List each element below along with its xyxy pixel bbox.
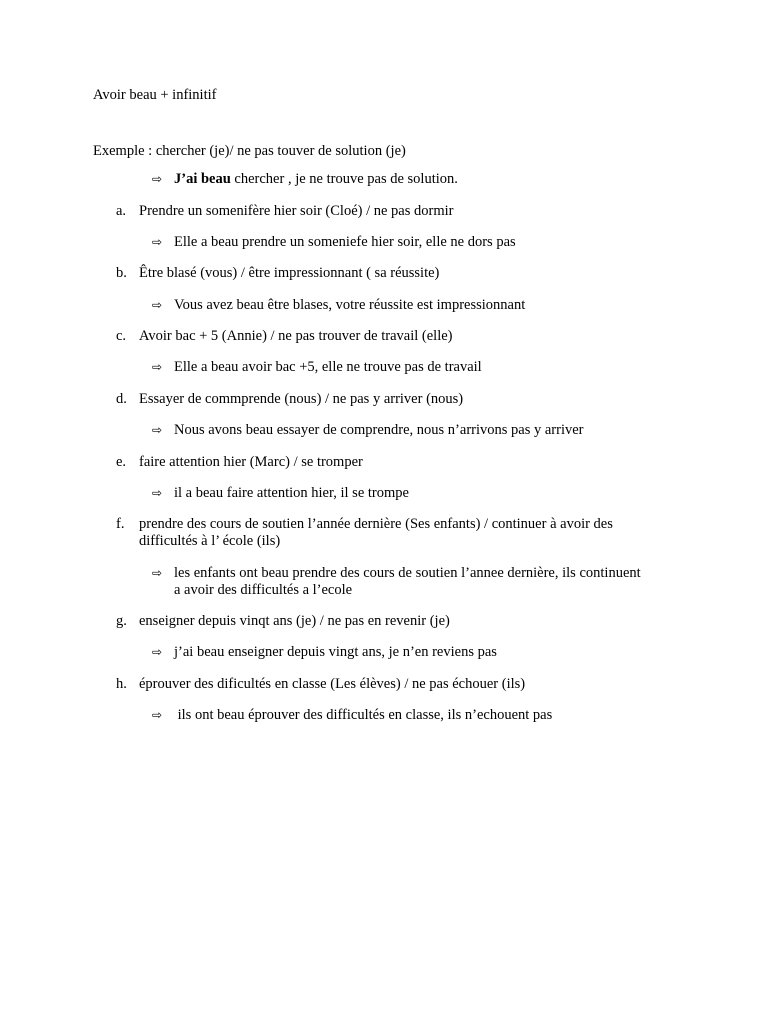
item-prompt: enseigner depuis vinqt ans (je) / ne pas en revenir (je) xyxy=(139,613,450,629)
answer-text: Nous avons beau essayer de comprendre, nous n’arrivons pas y arriver xyxy=(174,422,584,438)
document-title: Avoir beau + infinitif xyxy=(93,87,217,103)
answer-b xyxy=(152,297,712,314)
item-letter: e. xyxy=(116,454,127,470)
exercise-item-d xyxy=(116,391,696,408)
item-prompt: éprouver des dificultés en classe (Les élèves) / ne pas échouer (ils) xyxy=(139,676,526,692)
answer-g xyxy=(152,644,712,661)
exercise-item-g xyxy=(116,613,696,630)
item-letter: d. xyxy=(116,391,127,407)
exercise-item-f xyxy=(116,516,696,550)
example-prompt: Exemple : chercher (je)/ ne pas touver de solution (je) xyxy=(93,143,406,159)
exercise-item-a xyxy=(116,203,696,220)
arrow-right-icon: ⇨ xyxy=(152,645,163,659)
arrow-right-icon: ⇨ xyxy=(152,235,163,249)
answer-text: les enfants ont beau prendre des cours de soutien l’annee dernière, ils continuent xyxy=(174,565,641,581)
item-prompt-continuation: difficultés à l’ école (ils) xyxy=(139,533,281,549)
exercise-item-b xyxy=(116,265,696,282)
item-letter: b. xyxy=(116,265,127,281)
item-prompt: Avoir bac + 5 (Annie) / ne pas trouver de travail (elle) xyxy=(139,328,453,344)
item-letter: g. xyxy=(116,613,127,629)
answer-h xyxy=(152,707,712,724)
answer-text-continuation: a avoir des difficultés a l’ecole xyxy=(174,582,353,598)
item-letter: a. xyxy=(116,203,127,219)
exercise-item-c xyxy=(116,328,696,345)
arrow-right-icon: ⇨ xyxy=(152,298,163,312)
arrow-right-icon: ⇨ xyxy=(152,708,163,722)
answer-text: Vous avez beau être blases, votre réussite est impressionnant xyxy=(174,297,526,313)
item-letter: h. xyxy=(116,676,127,692)
answer-text: j’ai beau enseigner depuis vingt ans, je n’en reviens pas xyxy=(174,644,497,660)
arrow-right-icon: ⇨ xyxy=(152,566,163,580)
answer-e xyxy=(152,485,712,502)
answer-c xyxy=(152,359,712,376)
answer-text: Elle a beau avoir bac +5, elle ne trouve pas de travail xyxy=(174,359,482,375)
arrow-right-icon: ⇨ xyxy=(152,172,163,186)
item-prompt: prendre des cours de soutien l’année dernière (Ses enfants) / continuer à avoir des xyxy=(139,516,613,532)
arrow-right-icon: ⇨ xyxy=(152,423,163,437)
item-letter: c. xyxy=(116,328,127,344)
item-prompt: Être blasé (vous) / être impressionnant ( sa réussite) xyxy=(139,265,440,281)
example-answer-bold: J’ai beau xyxy=(174,171,231,187)
answer-text: Elle a beau prendre un someniefe hier soir, elle ne dors pas xyxy=(174,234,516,250)
example-answer-rest: chercher , je ne trouve pas de solution. xyxy=(230,171,458,187)
answer-a xyxy=(152,234,712,251)
item-letter: f. xyxy=(116,516,125,532)
exercise-item-e xyxy=(116,454,696,471)
item-prompt: Prendre un somenifère hier soir (Cloé) / ne pas dormir xyxy=(139,203,454,219)
item-prompt: faire attention hier (Marc) / se tromper xyxy=(139,454,363,470)
arrow-right-icon: ⇨ xyxy=(152,360,163,374)
answer-text: il a beau faire attention hier, il se trompe xyxy=(174,485,409,501)
answer-f xyxy=(152,565,712,599)
answer-d xyxy=(152,422,712,439)
item-prompt: Essayer de commprende (nous) / ne pas y arriver (nous) xyxy=(139,391,464,407)
answer-text: ils ont beau éprouver des difficultés en classe, ils n’echouent pas xyxy=(174,707,553,723)
arrow-right-icon: ⇨ xyxy=(152,486,163,500)
example-answer xyxy=(152,171,712,188)
exercise-item-h xyxy=(116,676,696,693)
